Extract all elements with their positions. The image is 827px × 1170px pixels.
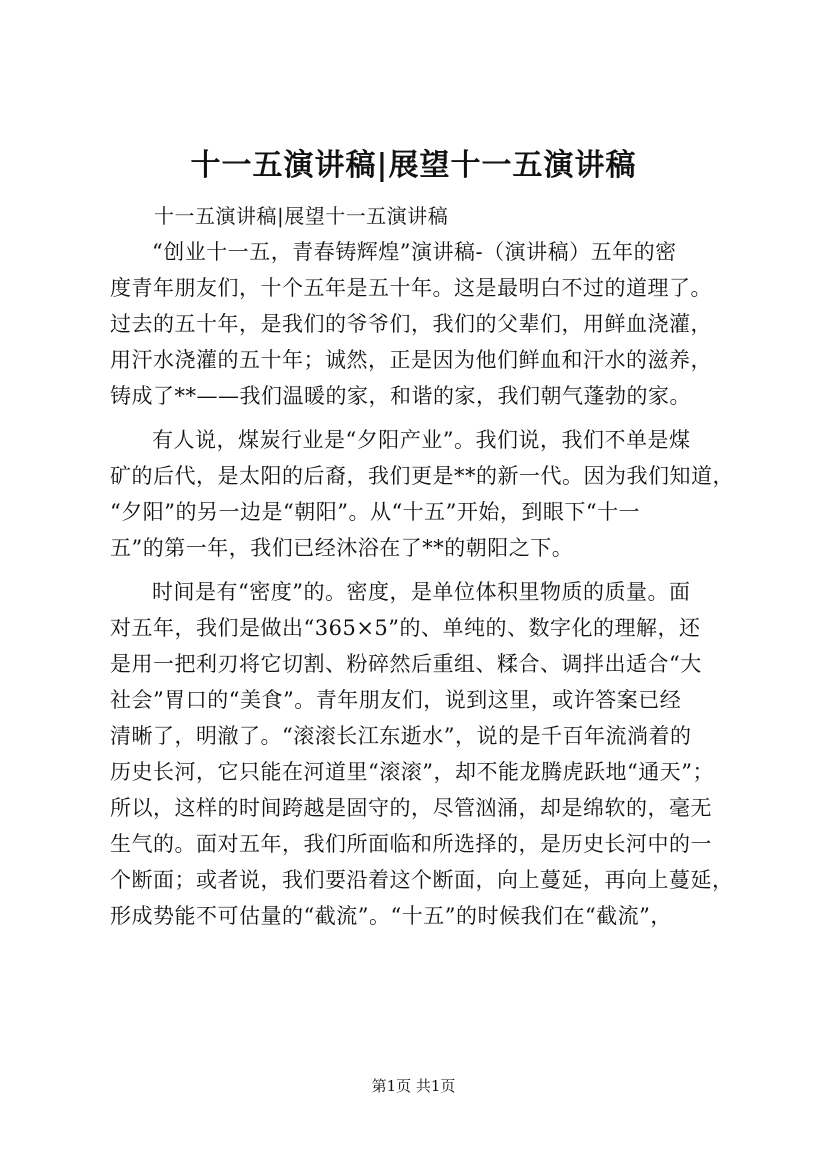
paragraph-line: 矿的后代，是太阳的后裔，我们更是**的新一代。因为我们知道， — [110, 464, 734, 488]
paragraph-line: 用汗水浇灌的五十年；诚然，正是因为他们鲜血和汗水的滋养， — [110, 348, 712, 372]
paragraph-line: “夕阳”的另一边是“朝阳”。从“十五”开始，到眼下“十一 — [110, 500, 641, 524]
paragraph-line: 个断面；或者说，我们要沿着这个断面，向上蔓延，再向上蔓延， — [110, 868, 734, 892]
document-body — [110, 198, 734, 934]
paragraph-line: 度青年朋友们，十个五年是五十年。这是最明白不过的道理了。 — [110, 276, 712, 300]
paragraph-line: 清晰了，明澈了。“滚滚长江东逝水”，说的是千百年流淌着的 — [110, 724, 692, 748]
paragraph-line: 时间是有“密度”的。密度，是单位体积里物质的质量。面 — [152, 580, 691, 604]
paragraph-line: 形成势能不可估量的“截流”。“十五”的时候我们在“截流”， — [110, 904, 672, 928]
paragraph-line: 过去的五十年，是我们的爷爷们，我们的父辈们，用鲜血浇灌， — [110, 312, 712, 336]
document-subtitle: 十一五演讲稿|展望十一五演讲稿 — [154, 204, 449, 228]
paragraph-line: 铸成了**——我们温暖的家，和谐的家，我们朝气蓬勃的家。 — [110, 384, 691, 408]
paragraph-line: 五”的第一年，我们已经沐浴在了**的朝阳之下。 — [110, 536, 574, 560]
document-title: 十一五演讲稿|展望十一五演讲稿 — [190, 148, 637, 183]
page-footer: 第1页 共1页 — [371, 1077, 456, 1095]
paragraph-line: “创业十一五，青春铸辉煌”演讲稿-（演讲稿）五年的密 — [152, 240, 677, 264]
paragraph-line: 社会”胃口的“美食”。青年朋友们，说到这里，或许答案已经 — [110, 688, 682, 712]
paragraph-line: 对五年，我们是做出“365×5”的、单纯的、数字化的理解，还 — [110, 616, 701, 640]
paragraph-2 — [110, 422, 734, 566]
paragraph-line: 历史长河，它只能在河道里“滚滚”，却不能龙腾虎跃地“通天”； — [110, 760, 714, 784]
paragraph-line: 生气的。面对五年，我们所面临和所选择的，是历史长河中的一 — [110, 832, 712, 856]
paragraph-line: 有人说，煤炭行业是“夕阳产业”。我们说，我们不单是煤 — [152, 428, 691, 452]
paragraph-3 — [110, 574, 734, 934]
paragraph-line: 所以，这样的时间跨越是固守的，尽管汹涌，却是绵软的，毫无 — [110, 796, 712, 820]
paragraph-line: 是用一把利刃将它切割、粉碎然后重组、糅合、调拌出适合“大 — [110, 652, 702, 676]
paragraph-1 — [110, 234, 730, 414]
